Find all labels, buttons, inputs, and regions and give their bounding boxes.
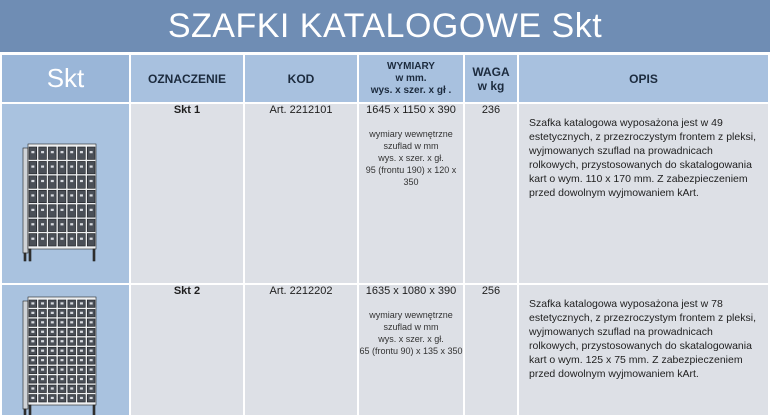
product-description [519, 104, 768, 283]
product-code: Art. 2212202 [245, 285, 357, 415]
inner-label-1: wymiary wewnętrzne [369, 129, 453, 139]
cabinet-skt1-image [2, 104, 129, 283]
table-row [2, 104, 768, 283]
description-text: Szafka katalogowa wyposażona jest w 78 estetycznych, z przezroczystym frontem z pleksi, wyjmowanych szuflad na prowadnicach rolkowych, przystosowanych do skatalogowania kart o wym. 125 x 75 mm. Z zabezpieczeniem przed dowolnym wyjmowaniem kArt. [529, 298, 756, 380]
page-title: SZAFKI KATALOGOWE Skt [0, 0, 770, 52]
inner-label-2: szuflad w mm [383, 322, 439, 332]
header-image: Skt [2, 55, 129, 102]
product-code: Art. 2212101 [245, 104, 357, 283]
header-dimensions [359, 55, 463, 102]
product-dimensions [359, 285, 463, 415]
product-weight: 236 [465, 104, 517, 283]
header-row [2, 55, 768, 102]
table-row [2, 285, 768, 415]
header-code: KOD [245, 55, 357, 102]
header-weight-line1: WAGA [472, 64, 510, 79]
product-image-cell [2, 285, 129, 415]
header-dims-line2: w mm. [395, 72, 427, 84]
outer-dimensions: 1635 x 1080 x 390 [365, 285, 457, 297]
header-description: OPIS [519, 55, 768, 102]
outer-dimensions: 1645 x 1150 x 390 [366, 104, 456, 116]
inner-label-1: wymiary wewnętrzne [369, 310, 453, 320]
inner-dimensions-block [359, 128, 463, 188]
product-description [519, 285, 768, 415]
header-dims-line1: WYMIARY [387, 60, 435, 72]
header-dims-line3: wys. x szer. x gł . [370, 84, 452, 96]
header-weight [465, 55, 517, 102]
cabinet-skt2-image [2, 285, 129, 415]
inner-dimensions-block [359, 309, 463, 357]
inner-dimensions: 65 (frontu 90) x 135 x 350 [359, 346, 463, 356]
catalog-table [0, 53, 770, 417]
header-name: OZNACZENIE [131, 55, 243, 102]
product-name: Skt 2 [131, 285, 243, 415]
inner-label-2: szuflad w mm [383, 141, 439, 151]
product-name: Skt 1 [131, 104, 243, 283]
header-weight-line2: w kg [477, 78, 505, 93]
product-dimensions [359, 104, 463, 283]
product-image-cell [2, 104, 129, 283]
inner-dimensions: 95 (frontu 190) x 120 x 350 [365, 165, 457, 187]
description-text: Szafka katalogowa wyposażona jest w 49 estetycznych, z przezroczystym frontem z pleksi, wyjmowanych szuflad na prowadnicach rolkowych, przystosowanych do skatalogowania kart o wym. 110 x 170 mm. Z zabezpieczeniem przed dowolnym wyjmowaniem kArt. [529, 117, 756, 199]
product-weight: 256 [465, 285, 517, 415]
inner-label-3: wys. x szer. x gł. [378, 153, 444, 163]
inner-label-3: wys. x szer. x gł. [378, 334, 444, 344]
